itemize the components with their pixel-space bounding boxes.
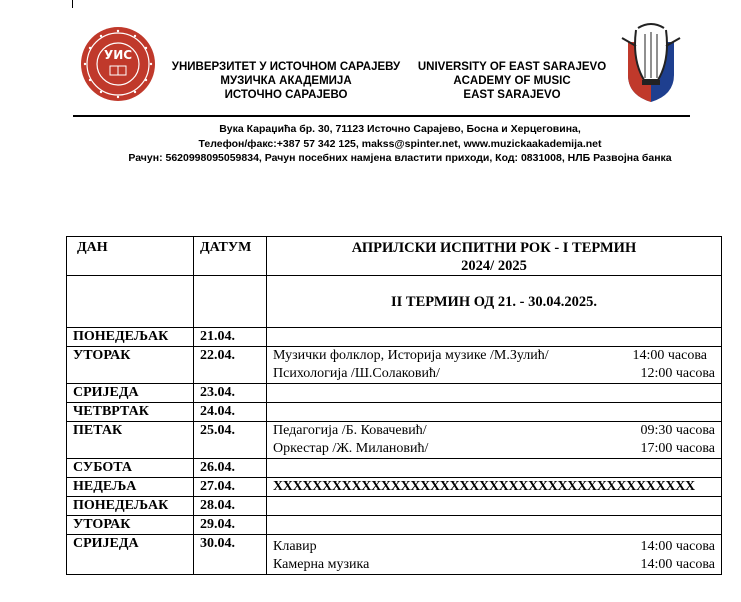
address-line: Вука Караџића бр. 30, 71123 Источно Сарајево, Босна и Херцеговина, [219,123,581,135]
lat-line-city: EAST SARAJEVO [463,89,561,101]
exam-time: 14:00 часова [632,348,707,363]
address-block [40,122,741,166]
date-cell: 27.04. [194,478,267,497]
table-header-row [67,237,722,276]
day-cell: УТОРАК [67,516,194,535]
header-divider [73,115,690,117]
academic-year: 2024/ 2025 [461,258,527,274]
table-row [67,497,722,516]
no-exams-filler: XXXXXXXXXXXXXXXXXXXXXXXXXXXXXXXXXXXXXXXXXXX [267,478,722,497]
table-row [67,422,722,459]
exam-subject: Оркестар /Ж. Милановић/ [273,441,429,456]
top-tick-mark [72,0,73,8]
exam-subject: Клавир [273,539,317,554]
exams-cell [267,535,722,575]
table-row [67,478,722,497]
university-name-cyrillic [158,60,414,102]
date-cell: 30.04. [194,535,267,575]
date-cell: 29.04. [194,516,267,535]
lat-line-university: UNIVERSITY OF EAST SARAJEVO [417,61,607,73]
exams-cell [267,347,722,384]
academy-lyre-emblem [618,20,684,108]
bank-account-line: Рачун: 5620998095059834, Рачун посебних намјена властити приходи, Код: 0831008, НЛБ Развојна банка [128,152,672,164]
column-header-date: ДАТУМ [194,237,267,276]
day-cell: СУБОТА [67,459,194,478]
cyr-line-city: ИСТОЧНО САРАЈЕВО [224,89,348,101]
term-period: II ТЕРМИН ОД 21. - 30.04.2025. [267,276,722,328]
table-row [67,328,722,347]
exam-entry [273,440,715,458]
exam-entry [273,422,715,440]
date-cell: 23.04. [194,384,267,403]
day-cell: СРИЈЕДА [67,535,194,575]
empty-cell [67,276,194,328]
seal-text: УИС [103,48,133,62]
lat-line-academy: ACADEMY OF MUSIC [453,75,571,87]
exams-cell [267,516,722,535]
table-row [67,403,722,422]
exam-time: 14:00 часова [640,539,715,554]
exam-time: 09:30 часова [640,423,715,438]
exam-schedule-table [66,236,722,575]
exam-subject: Педагогија /Б. Ковачевић/ [273,423,427,438]
day-cell: УТОРАК [67,347,194,384]
exam-time: 17:00 часова [640,441,715,456]
date-cell: 21.04. [194,328,267,347]
day-cell: ЧЕТВРТАК [67,403,194,422]
table-row [67,535,722,575]
day-cell: ПОНЕДЕЉАК [67,497,194,516]
schedule-title: АПРИЛСКИ ИСПИТНИ РОК - I ТЕРМИН [351,240,637,256]
date-cell: 22.04. [194,347,267,384]
exams-cell [267,459,722,478]
day-cell: ПЕТАК [67,422,194,459]
table-row [67,516,722,535]
exam-entry [273,556,715,574]
date-cell: 24.04. [194,403,267,422]
schedule-title-cell [267,237,722,276]
day-cell: ПОНЕДЕЉАК [67,328,194,347]
exams-cell [267,497,722,516]
exam-entry [273,365,715,383]
date-cell: 28.04. [194,497,267,516]
exams-cell [267,328,722,347]
day-cell: НЕДЕЉА [67,478,194,497]
exam-entry [273,538,715,556]
exam-time: 12:00 часова [640,366,715,381]
exam-subject: Камерна музика [273,557,370,572]
date-cell: 26.04. [194,459,267,478]
table-row [67,459,722,478]
cyr-line-university: УНИВЕРЗИТЕТ У ИСТОЧНОМ САРАЈЕВУ [171,61,401,73]
exam-subject: Музички фолклор, Историја музике /М.Зулић/ [273,348,549,363]
university-name-latin [410,60,614,102]
table-row [67,384,722,403]
empty-cell [194,276,267,328]
subtitle-row [67,276,722,328]
exam-subject: Психологија /Ш.Солаковић/ [273,366,440,381]
exams-cell [267,403,722,422]
exam-time: 14:00 часова [640,557,715,572]
cyr-line-academy: МУЗИЧКА АКАДЕМИЈА [220,75,352,87]
day-cell: СРИЈЕДА [67,384,194,403]
university-seal-logo [80,26,156,102]
exams-cell [267,422,722,459]
date-cell: 25.04. [194,422,267,459]
exam-entry [273,347,715,365]
contact-line: Телефон/факс:+387 57 342 125, makss@spinter.net, www.muzickaakademija.net [198,137,602,150]
column-header-day: ДАН [67,237,194,276]
table-row [67,347,722,384]
exams-cell [267,384,722,403]
